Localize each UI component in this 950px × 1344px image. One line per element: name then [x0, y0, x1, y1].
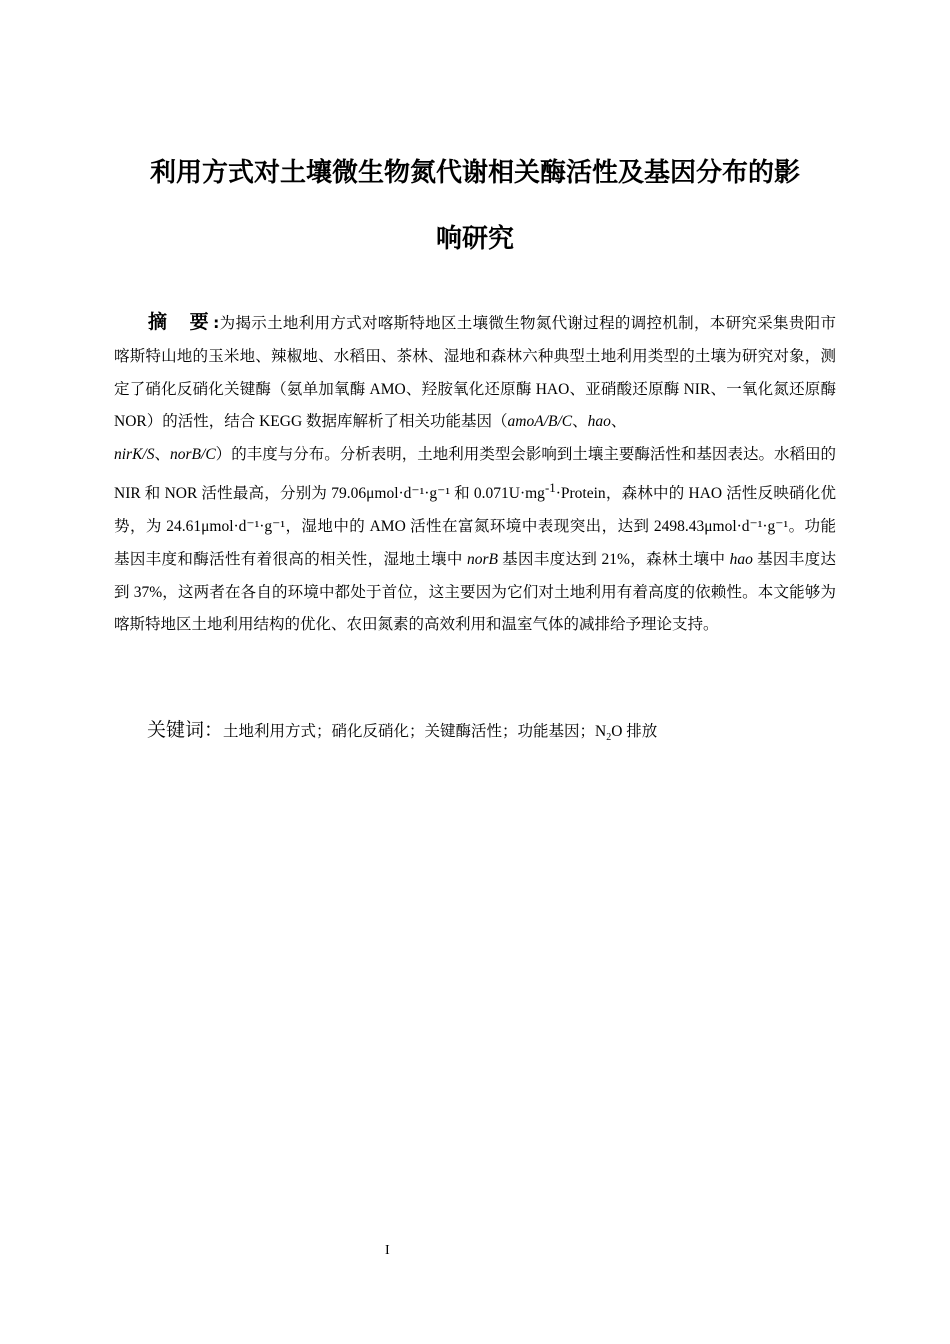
- title-line-1: 利用方式对土壤微生物氮代谢相关酶活性及基因分布的影: [149, 158, 800, 188]
- keywords-label: 关键词：: [147, 719, 224, 741]
- abstract-heading: 摘 要: [148, 311, 209, 333]
- gene-norb: norB: [466, 550, 498, 568]
- gene-nor: norB/C: [170, 446, 216, 464]
- subscript: 2: [606, 732, 612, 744]
- gene-amo: amoA/B/C: [507, 413, 573, 431]
- abstract-colon: :: [213, 314, 220, 332]
- abstract-text-4: 基因丰度达到 21%，森林土壤中: [497, 550, 730, 568]
- keywords-text: 土地利用方式；硝化反硝化；关键酶活性；功能基因；N: [223, 723, 607, 740]
- page-number: I: [385, 1243, 390, 1258]
- abstract-text-1: 为揭示土地利用方式对喀斯特地区土壤微生物氮代谢过程的调控机制，本研究采集贵阳市喀斯特山地的玉米地、辣椒地、水稻田、茶林、湿地和森林六种典型土地利用类型的土壤为研究对象，测定了硝化反硝化关键酶（氨单加氧酶 AMO、羟胺氧化还原酶 HAO、亚硝酸还原酶 NIR、一氧化氮还原酶 NOR）的活性，结合 KEGG 数据库解析了相关功能基因（: [114, 315, 836, 431]
- abstract-text-2: ）的丰度与分布。分析表明，土地利用类型会影响到土壤主要酶活性和基因表达。水稻田的 NIR 和 NOR 活性最高，分别为 79.06μmol·d⁻¹·g⁻¹ 和 0.071U·mg: [114, 446, 836, 503]
- keywords-tail: O 排放: [611, 723, 658, 740]
- abstract-text-3: ·Protein，森林中的 HAO 活性反映硝化优势，为 24.61μmol·d⁻¹·g⁻¹，湿地中的 AMO 活性在富氮环境中表现突出，达到 2498.43μmol·d⁻¹·g⁻¹。功能基因丰度和酶活性有着很高的相关性，湿地土壤中: [114, 485, 836, 568]
- abstract-paragraph: 摘 要 :为揭示土地利用方式对喀斯特地区土壤微生物氮代谢过程的调控机制，本研究采集贵阳市喀斯特山地的玉米地、辣椒地、水稻田、茶林、湿地和森林六种典型土地利用类型的土壤为研究对象，测定了硝化反硝化关键酶（氨单加氧酶 AMO、羟胺氧化还原酶 HAO、亚硝酸还原酶 NIR、一氧化氮还原酶 NOR）的活性，结合 KEGG 数据库解析了相关功能基因（amoA/B/C、hao、 nirK/S、norB/C）的丰度与分布。分析表明，土地利用类型会影响到土壤主要酶活性和基因表达。水稻田的 NIR 和 NOR 活性最高，分别为 79.06μmol·d⁻¹·g⁻¹ 和 $0.071U\cdot mg^{-1}\cdot Protein$，森林中的 HAO 活性反映硝化优势，为 24.61μmol·d⁻¹·g⁻¹，湿地中的 AMO 活性在富氮环境中表现突出，达到 2498.43μmol·d⁻¹·g⁻¹。功能基因丰度和酶活性有着很高的相关性，湿地土壤中 norB 基因丰度达到 21%，森林土壤中 hao 基因丰度达到 37%，这两者在各自的环境中都处于首位，这主要因为它们对土地利用有着高度的依赖性。本文能够为喀斯特地区土地利用结构的优化、农田氮素的高效利用和温室气体的减排给予理论支持。: [114, 311, 836, 634]
- abstract-text-5: 基因丰度达到 37%，这两者在各自的环境中都处于首位，这主要因为它们对土地利用有着高度的依赖性。本文能够为喀斯特地区土地利用结构的优化、农田氮素的高效利用和温室气体的减排给予理论支持。: [114, 550, 836, 634]
- superscript: -1: [544, 479, 556, 495]
- title-line-2: 响研究: [435, 224, 514, 254]
- keywords-line: [147, 712, 657, 756]
- gene-hao: hao: [587, 413, 611, 431]
- document-title: [100, 140, 850, 272]
- gene-hao-2: hao: [729, 550, 753, 568]
- gene-nir: nirK/S: [114, 446, 155, 464]
